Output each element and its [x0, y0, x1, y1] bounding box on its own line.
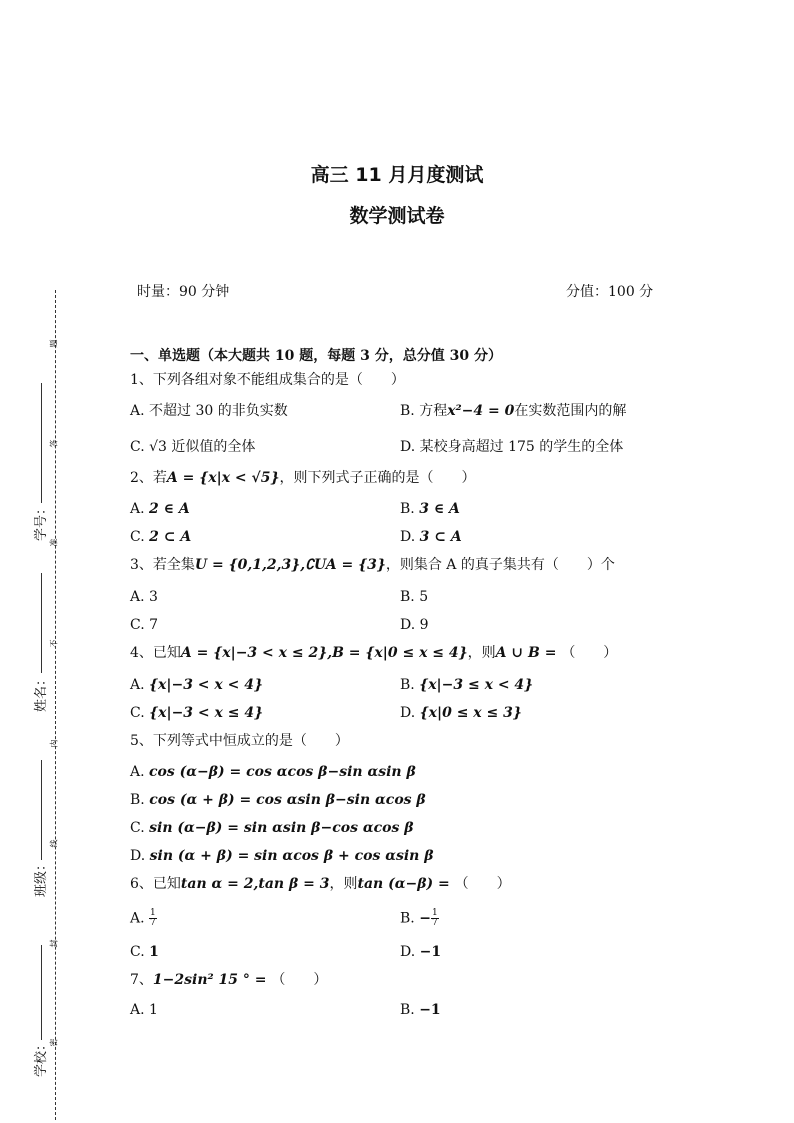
q7-option-b [400, 1001, 441, 1019]
option-math: sin (α + β) = sin αcos β + cos αsin β [149, 848, 434, 864]
fraction-numerator: 1 [150, 908, 156, 918]
question-1-stem: 1、下列各组对象不能组成集合的是（ ） [130, 372, 405, 388]
q6-stem-post: （ ） [454, 876, 511, 892]
option-math: −1 [419, 1002, 441, 1018]
q2-stem-post: ，则下列式子正确的是（ ） [279, 470, 476, 486]
question-3-stem [130, 556, 615, 574]
seal-char: 题 [49, 339, 59, 348]
question-4-stem [130, 644, 617, 662]
student-id-line [41, 383, 42, 503]
student-id-label: 学号： [34, 501, 50, 542]
q7-option-a: A. 1 [130, 1002, 158, 1018]
q2-stem-math: A = {x|x < √5} [166, 470, 280, 486]
question-5-stem: 5、下列等式中恒成立的是（ ） [130, 733, 349, 749]
option-label: B. [400, 910, 420, 927]
exam-title: 高三 11 月月度测试 [310, 164, 484, 186]
q3-stem-post: ，则集合 A 的真子集共有（ ）个 [385, 557, 615, 573]
q4-stem-pre: 4、已知 [130, 645, 181, 661]
q3-stem-pre: 3、若全集 [130, 557, 195, 573]
q4-option-d [400, 704, 522, 722]
class-line [41, 760, 42, 860]
q7-stem-pre: 7、 [130, 972, 153, 988]
fraction-numerator: 1 [431, 908, 438, 918]
q2-option-c [130, 528, 191, 546]
option-math: 2 ∈ A [149, 501, 190, 517]
name-line [41, 573, 42, 673]
q3-option-a: A. 3 [130, 589, 158, 605]
q6-option-a [130, 909, 157, 928]
q4-option-b [400, 676, 533, 694]
q6-option-c [130, 943, 159, 961]
question-7-stem [130, 971, 327, 989]
time-limit: 时量：90 分钟 [137, 284, 230, 300]
fraction-denominator: 7 [150, 918, 156, 928]
q6-stem-math: tan α = 2,tan β = 3 [180, 876, 330, 892]
option-label: B. [400, 677, 420, 693]
q5-option-d [130, 847, 434, 865]
q1-option-c [130, 438, 255, 456]
option-label: B. [130, 792, 150, 808]
option-label: A. [130, 764, 150, 780]
fraction [431, 909, 439, 928]
q5-option-a [130, 763, 416, 781]
total-score: 分值：100 分 [566, 284, 654, 300]
option-math: cos (α + β) = cos αsin β−sin αcos β [149, 792, 426, 808]
q6-stem-math2: tan (α−β) = [357, 876, 455, 892]
section-heading: 一、单选题（本大题共 10 题，每题 3 分，总分值 30 分） [130, 348, 502, 364]
option-math: {x|−3 < x < 4} [149, 677, 263, 693]
q3-option-d: D. 9 [400, 617, 429, 633]
q4-stem-mid: ，则 [467, 645, 496, 661]
option-label: B. [400, 1002, 420, 1018]
q2-option-d [400, 528, 462, 546]
q4-option-c [130, 704, 263, 722]
q1-option-a: A. 不超过 30 的非负实数 [130, 403, 288, 419]
school-label: 学校： [34, 1037, 50, 1078]
option-math: 3 ∈ A [419, 501, 460, 517]
option-label: C. [130, 944, 150, 960]
q2-option-a [130, 500, 190, 518]
option-label: D. [130, 848, 150, 864]
q4-stem-math2: A ∪ B = [495, 645, 562, 661]
seal-char: 不 [49, 639, 59, 648]
question-6-stem [130, 875, 511, 893]
option-label: A. [130, 501, 150, 517]
q7-stem-math: 1−2sin² 15 ° = [152, 972, 272, 988]
q6-stem-pre: 6、已知 [130, 876, 181, 892]
q4-stem-post: （ ） [561, 645, 618, 661]
q3-option-b: B. 5 [400, 589, 429, 605]
seal-char: 内 [49, 739, 59, 748]
q3-option-c: C. 7 [130, 617, 159, 633]
q5-option-c [130, 819, 414, 837]
name-label: 姓名： [34, 672, 50, 713]
option-math: {x|0 ≤ x ≤ 3} [419, 705, 522, 721]
option-math: sin (α−β) = sin αsin β−cos αcos β [149, 820, 414, 836]
option-label: A. [130, 910, 150, 927]
q1-c-text: 近似值的全体 [166, 439, 256, 455]
fraction-denominator: 7 [431, 918, 438, 928]
option-math: {x|−3 ≤ x < 4} [419, 677, 534, 693]
q5-option-b [130, 791, 426, 809]
question-2-stem [130, 469, 475, 487]
q1-c-math: √3 [149, 439, 167, 455]
option-label: A. [130, 677, 150, 693]
seal-char: 封 [49, 939, 59, 948]
minus-sign: − [419, 910, 431, 927]
option-label: B. [400, 501, 420, 517]
option-math: cos (α−β) = cos αcos β−sin αsin β [149, 764, 416, 780]
q1-b-math: x²−4 = 0 [447, 403, 515, 419]
q7-stem-post: （ ） [271, 972, 328, 988]
q2-option-b [400, 500, 460, 518]
q1-b-text: B. 方程 [400, 403, 448, 419]
option-math: 3 ⊂ A [419, 529, 462, 545]
seal-char: 答 [49, 439, 59, 448]
q4-option-a [130, 676, 263, 694]
seal-char: 准 [49, 538, 59, 547]
q2-stem-pre: 2、若 [130, 470, 167, 486]
q3-stem-math: U = {0,1,2,3},∁UA = {3} [194, 557, 386, 573]
option-math: 2 ⊂ A [149, 529, 192, 545]
binding-dashed-line [55, 290, 56, 1120]
option-label: C. [130, 705, 150, 721]
option-label: D. [400, 944, 420, 960]
q1-option-b [400, 402, 626, 420]
option-math: 1 [149, 944, 159, 960]
option-label: D. [400, 529, 420, 545]
q4-stem-math: A = {x|−3 < x ≤ 2},B = {x|0 ≤ x ≤ 4} [180, 645, 468, 661]
q6-option-d [400, 943, 441, 961]
option-label: C. [130, 820, 150, 836]
q1-c-label: C. [130, 439, 150, 455]
q1-option-d: D. 某校身高超过 175 的学生的全体 [400, 439, 624, 455]
option-label: D. [400, 705, 420, 721]
school-line [41, 945, 42, 1040]
exam-subtitle: 数学测试卷 [349, 205, 445, 227]
q6-stem-mid: ，则 [329, 876, 358, 892]
option-math: {x|−3 < x ≤ 4} [149, 705, 264, 721]
seal-char: 线 [49, 839, 59, 848]
q6-option-b [400, 909, 439, 928]
q1-b-text-end: 在实数范围内的解 [514, 403, 627, 419]
option-math: −1 [419, 944, 442, 960]
option-label: C. [130, 529, 150, 545]
class-label: 班级： [34, 857, 50, 898]
seal-char: 密 [49, 1038, 59, 1047]
fraction [149, 909, 157, 928]
